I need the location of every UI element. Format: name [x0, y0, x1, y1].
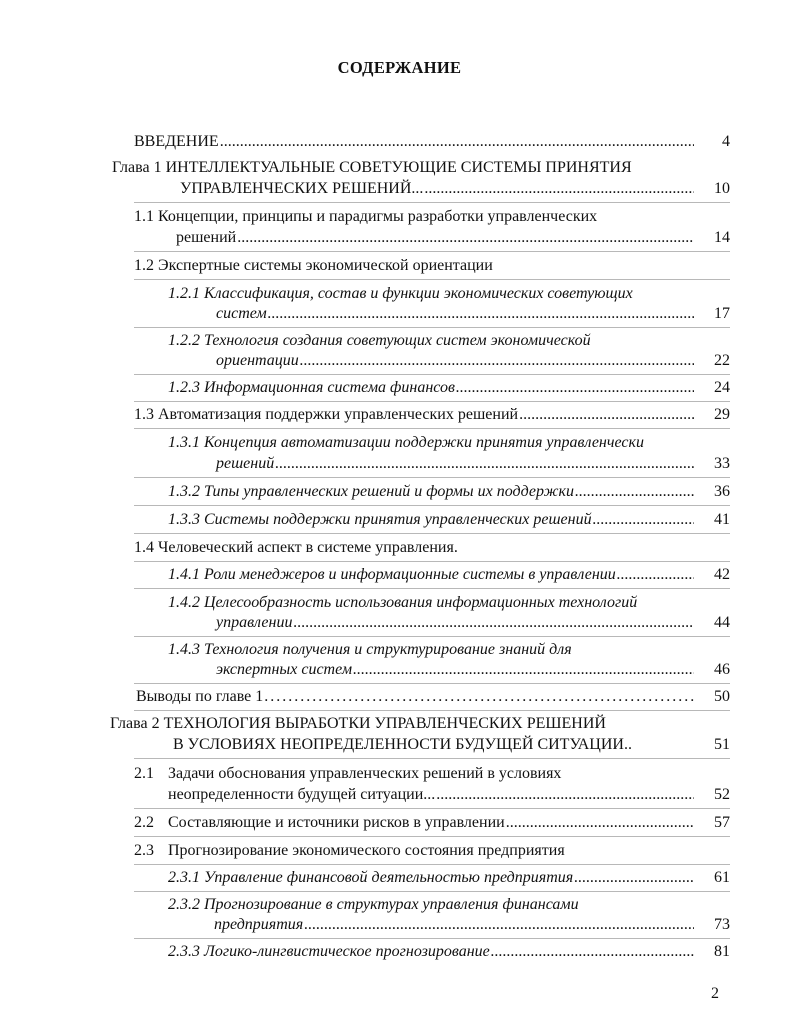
toc-entry-text: 2.3.2 Прогнозирование в структурах управления финансами	[168, 896, 579, 913]
toc-entry-1-4-1[interactable]	[168, 564, 694, 586]
divider	[134, 561, 730, 562]
toc-entry-1-2-2-cont[interactable]	[216, 350, 694, 372]
divider	[134, 636, 730, 637]
toc-entry-2-3-3[interactable]	[168, 941, 694, 963]
toc-entry-text: Составляющие и источники рисков в управлении	[168, 814, 505, 831]
divider	[134, 477, 730, 478]
dot-leader	[353, 659, 694, 681]
divider	[134, 758, 730, 759]
toc-entry-text: 1.4.3 Технология получения и структурирование знаний для	[168, 641, 572, 658]
toc-entry-2-1[interactable]	[134, 763, 714, 785]
toc-entry-chapter-1[interactable]	[112, 157, 712, 179]
toc-entry-1-3-1[interactable]	[168, 432, 728, 454]
toc-entry-text: В УСЛОВИЯХ НЕОПРЕДЕЛЕННОСТИ БУДУЩЕЙ СИТУАЦИИ..	[173, 736, 632, 753]
toc-entry-2-3[interactable]	[134, 840, 694, 862]
toc-title: СОДЕРЖАНИЕ	[337, 58, 462, 77]
divider	[134, 428, 730, 429]
divider	[134, 505, 730, 506]
toc-entry-text: 2.3.1 Управление финансовой деятельностью предприятия	[168, 869, 574, 886]
divider	[134, 251, 730, 252]
dot-leader	[575, 481, 694, 503]
toc-entry-1-2[interactable]	[134, 255, 694, 277]
toc-entry-text: 1.4.2 Целесообразность использования информационных технологий	[168, 594, 638, 611]
dot-leader	[275, 453, 694, 475]
toc-page-number: 50	[714, 688, 730, 705]
toc-entry-2-1-cont[interactable]	[168, 784, 694, 806]
toc-page-number: 44	[714, 614, 730, 631]
divider	[134, 683, 730, 684]
toc-entry-text: управлении	[216, 614, 293, 631]
divider	[134, 864, 730, 865]
dot-leader	[300, 350, 694, 372]
toc-entry-intro[interactable]	[134, 131, 694, 153]
toc-entry-text: 2.3.3 Логико-лингвистическое прогнозирование	[168, 943, 490, 960]
toc-entry-chapter-2-cont[interactable]	[173, 734, 703, 756]
toc-entry-text: 1.3.3 Системы поддержки принятия управленческих решений	[168, 511, 592, 528]
dot-leader	[574, 867, 694, 889]
toc-entry-1-4-3[interactable]	[168, 639, 728, 661]
toc-entry-text: 1.4.1 Роли менеджеров и информационные системы в управлении	[168, 566, 616, 583]
toc-page-number: 10	[714, 180, 730, 197]
toc-entry-2-3-2[interactable]	[168, 894, 728, 916]
divider	[134, 808, 730, 809]
toc-entry-text: 1.3.2 Типы управленческих решений и формы их поддержки	[168, 483, 574, 500]
toc-entry-text: 1.3 Автоматизация поддержки управленческих решений	[134, 406, 519, 423]
toc-page-number: 41	[714, 511, 730, 528]
toc-entry-1-4-3-cont[interactable]	[216, 659, 694, 681]
toc-page-number: 17	[714, 305, 730, 322]
dot-leader	[268, 303, 694, 325]
toc-entry-1-2-1[interactable]	[168, 283, 728, 305]
toc-page-number: 81	[714, 943, 730, 960]
dot-leader	[593, 509, 694, 531]
toc-entry-1-1-cont[interactable]	[176, 227, 694, 249]
toc-entry-text: решений	[176, 229, 237, 246]
toc-entry-number: 2.3	[134, 842, 154, 859]
toc-page-number: 52	[714, 786, 730, 803]
toc-entry-text: Глава 1 ИНТЕЛЛЕКТУАЛЬНЫЕ СОВЕТУЮЩИЕ СИСТЕМЫ ПРИНЯТИЯ	[112, 159, 632, 176]
toc-entry-2-3-1[interactable]	[168, 867, 694, 889]
toc-entry-1-3-3[interactable]	[168, 509, 694, 531]
toc-page-number: 22	[714, 352, 730, 369]
toc-entry-text: решений	[216, 455, 275, 472]
dot-leader	[506, 812, 694, 834]
divider	[134, 938, 730, 939]
toc-entry-text: 1.2.3 Информационная система финансов	[168, 379, 455, 396]
toc-page-number: 51	[714, 736, 730, 753]
toc-entry-text: экспертных систем	[216, 661, 353, 678]
toc-entry-number: 2.1	[134, 765, 154, 782]
toc-entry-1-4-2[interactable]	[168, 592, 728, 614]
toc-entry-chapter-1-cont[interactable]	[180, 178, 694, 200]
toc-entry-text: систем	[216, 305, 267, 322]
toc-page-number: 61	[714, 869, 730, 886]
toc-entry-1-2-2[interactable]	[168, 330, 728, 352]
toc-entry-text: 1.4 Человеческий аспект в системе управления.	[134, 539, 458, 556]
toc-entry-1-4-2-cont[interactable]	[216, 612, 694, 634]
toc-entry-1-1[interactable]	[134, 206, 714, 228]
divider	[134, 401, 730, 402]
divider	[134, 588, 730, 589]
divider	[134, 891, 730, 892]
toc-entry-text: 1.2.1 Классификация, состав и функции экономических советующих	[168, 285, 633, 302]
toc-entry-1-3-1-cont[interactable]	[216, 453, 694, 475]
page-number: 2	[711, 985, 719, 1002]
dot-leader	[456, 377, 694, 399]
toc-page-number: 36	[714, 483, 730, 500]
toc-entry-text: ориентации	[216, 352, 299, 369]
dot-leader	[424, 178, 694, 200]
toc-entry-text: 1.3.1 Концепция автоматизации поддержки принятия управленчески	[168, 434, 644, 451]
toc-entry-1-4[interactable]	[134, 537, 694, 559]
dot-leader	[617, 564, 694, 586]
dot-leader	[491, 941, 694, 963]
divider	[134, 836, 730, 837]
toc-entry-text: 1.1 Концепции, принципы и парадигмы разработки управленческих	[134, 208, 598, 225]
toc-entry-conclusions-1[interactable]	[136, 686, 694, 708]
toc-entry-text: Прогнозирование экономического состояния предприятия	[168, 842, 565, 859]
toc-entry-text: 1.2.2 Технология создания советующих систем экономической	[168, 332, 591, 349]
toc-page-number: 73	[714, 916, 730, 933]
toc-entry-text: Выводы по главе 1	[136, 688, 264, 705]
divider	[134, 327, 730, 328]
toc-entry-text: Задачи обоснования управленческих решений в условиях	[168, 765, 562, 782]
toc-entry-text: УПРАВЛЕНЧЕСКИХ РЕШЕНИЙ...	[180, 180, 424, 197]
toc-entry-text: Глава 2 ТЕХНОЛОГИЯ ВЫРАБОТКИ УПРАВЛЕНЧЕСКИХ РЕШЕНИЙ	[110, 715, 606, 732]
dot-leader	[220, 131, 694, 153]
dot-leader	[436, 784, 694, 806]
toc-entry-2-2[interactable]	[134, 812, 694, 834]
divider	[134, 374, 730, 375]
dot-leader	[264, 686, 694, 708]
toc-entry-1-3-2[interactable]	[168, 481, 694, 503]
toc-entry-chapter-2[interactable]	[110, 713, 710, 735]
toc-page-number: 29	[714, 406, 730, 423]
dot-leader	[237, 227, 694, 249]
toc-entry-text: неопределенности будущей ситуации...	[168, 786, 436, 803]
toc-entry-text: 1.2 Экспертные системы экономической ориентации	[134, 257, 493, 274]
dot-leader	[304, 914, 694, 936]
divider	[134, 279, 730, 280]
toc-entry-1-2-3[interactable]	[168, 377, 694, 399]
dot-leader	[519, 404, 694, 426]
toc-entry-text: ВВЕДЕНИЕ	[134, 133, 219, 150]
divider	[134, 202, 730, 203]
divider	[134, 533, 730, 534]
dot-leader	[293, 612, 694, 634]
toc-page-number: 4	[722, 133, 730, 150]
toc-entry-number: 2.2	[134, 814, 154, 831]
toc-entry-text: предприятия	[214, 916, 304, 933]
toc-entry-2-3-2-cont[interactable]	[214, 914, 694, 936]
toc-page-number: 33	[714, 455, 730, 472]
toc-page-number: 42	[714, 566, 730, 583]
toc-entry-1-3[interactable]	[134, 404, 694, 426]
toc-page-number: 14	[714, 229, 730, 246]
toc-page-number: 46	[714, 661, 730, 678]
toc-entry-1-2-1-cont[interactable]	[216, 303, 694, 325]
divider	[134, 710, 730, 711]
toc-page-number: 57	[714, 814, 730, 831]
toc-page-number: 24	[714, 379, 730, 396]
